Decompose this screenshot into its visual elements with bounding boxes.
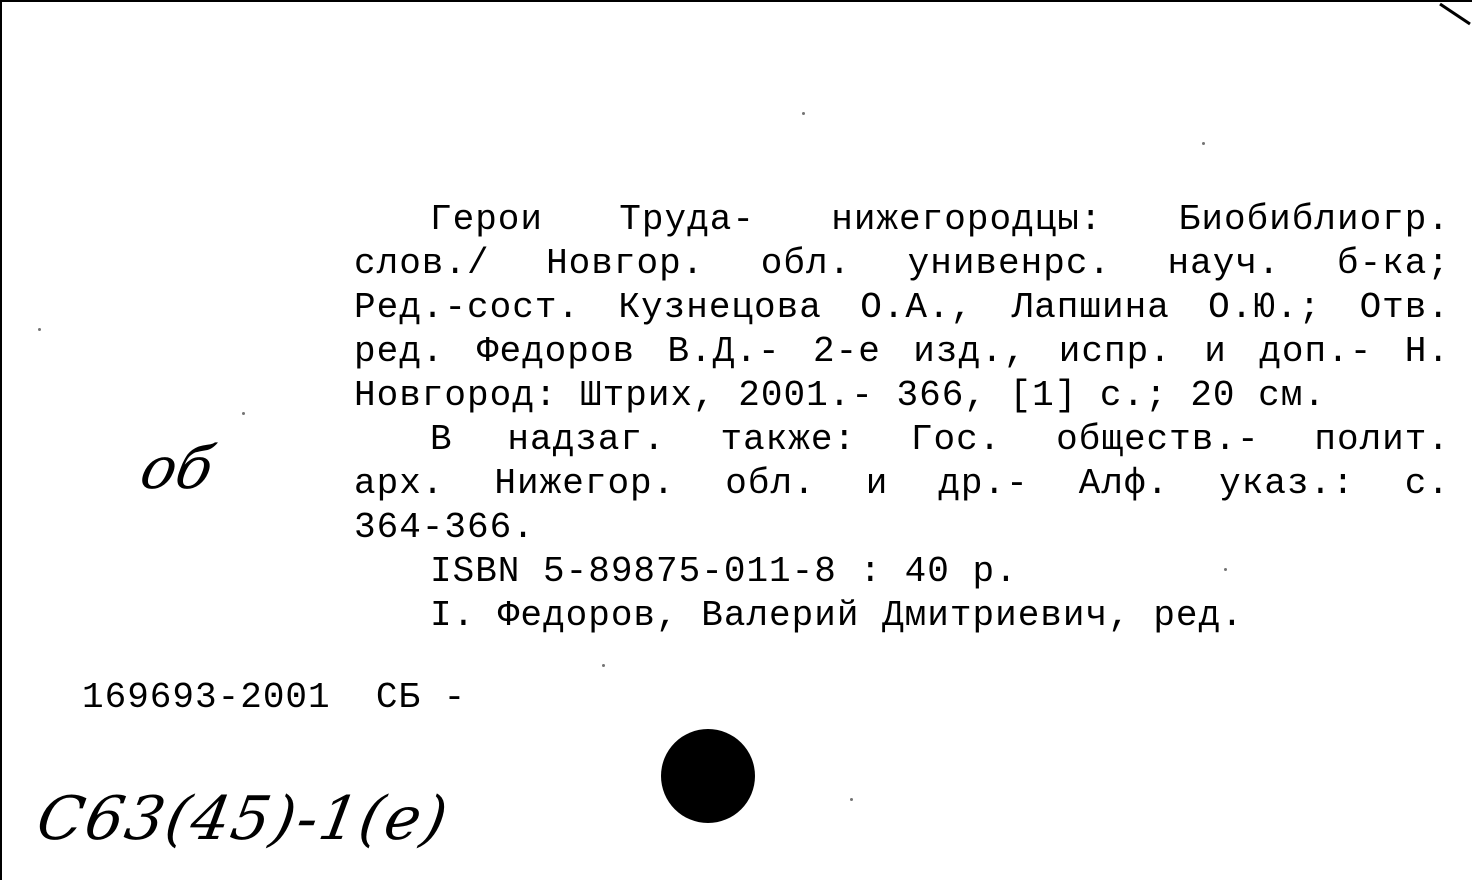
entry-line-4: ред. Федоров В.Д.- 2-е изд., испр. и доп.- Н.	[354, 331, 1450, 372]
scan-speck	[602, 664, 605, 667]
scan-speck	[38, 328, 41, 331]
note-line-1: В надзаг. также: Гос. обществ.- полит.	[430, 419, 1450, 460]
tracing-line: I. Федоров, Валерий Дмитриевич, ред.	[430, 595, 1244, 636]
punch-hole	[661, 729, 755, 823]
corner-fold-mark	[1432, 2, 1472, 42]
entry-line-2: слов./ Новгор. обл. унивенрс. науч. б-ка;	[354, 243, 1450, 284]
scan-speck	[1202, 142, 1205, 145]
entry-line-3: Ред.-сост. Кузнецова О.А., Лапшина О.Ю.; Отв.	[354, 287, 1450, 328]
isbn-line: ISBN 5-89875-011-8 : 40 р.	[430, 551, 1018, 592]
handwritten-side-mark: об	[134, 434, 220, 502]
entry-line-1: Герои Труда- нижегородцы: Биобиблиогр.	[430, 199, 1450, 240]
note-line-3: 364-366.	[354, 507, 535, 548]
handwritten-shelf-mark: С63(45)-1(е)	[31, 784, 455, 854]
scan-speck	[242, 412, 245, 415]
note-line-2: арх. Нижегор. обл. и др.- Алф. указ.: с.	[354, 463, 1450, 504]
scan-speck	[850, 798, 853, 801]
scan-speck	[1224, 568, 1227, 571]
accession-number: 169693-2001 СБ -	[82, 677, 467, 718]
scan-speck	[802, 112, 805, 115]
entry-line-5: Новгород: Штрих, 2001.- 366, [1] с.; 20 см.	[354, 375, 1326, 416]
